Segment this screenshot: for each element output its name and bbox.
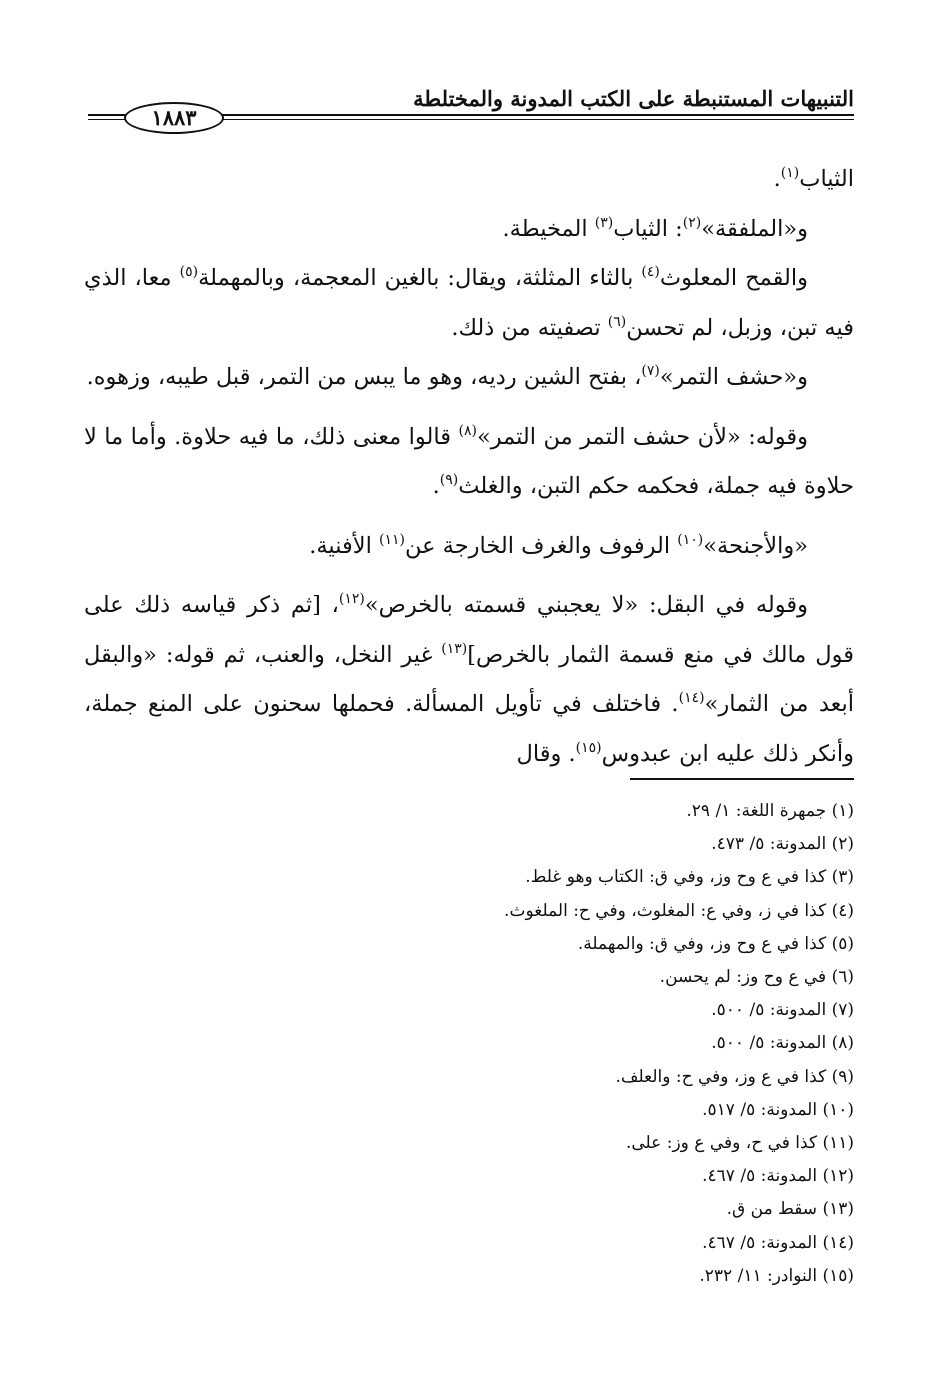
footnote-reference: (٢) [682, 214, 702, 231]
text-run: و«حشف التمر» [659, 364, 808, 390]
footnote-item: (١٠) المدونة: ٥/ ٥١٧. [702, 1099, 854, 1120]
footnote-reference: (١٣) [441, 640, 468, 657]
paragraph [84, 251, 854, 350]
footnote-item: (٦) في ع وح وز: لم يحسن. [659, 967, 854, 988]
footnote-item: (٧) المدونة: ٥/ ٥٠٠. [711, 1000, 854, 1021]
text-run: الرفوف والغرف الخارجة عن [404, 532, 678, 559]
text-run: «والأجنحة» [703, 532, 808, 559]
footnote-reference: (١) [780, 165, 800, 181]
page-number: ١٨٨٣ [124, 102, 224, 134]
paragraph [84, 578, 854, 776]
text-run: و«الملفقة» [701, 215, 808, 242]
paragraph [84, 410, 854, 509]
page-header [88, 84, 854, 130]
footnote-item: (٨) المدونة: ٥/ ٥٠٠. [711, 1033, 854, 1054]
main-text [84, 152, 854, 776]
footnote-reference: (١٥) [575, 739, 602, 756]
paragraph [84, 202, 854, 252]
text-run: بالثاء المثلثة، ويقال: بالغين المعجمة، وبالمهملة [198, 265, 642, 291]
footnote-item: (٥) كذا في ع وح وز، وفي ق: والمهملة. [577, 933, 854, 954]
footnote-reference: (٤) [641, 264, 660, 280]
footnote-reference: (١٤) [678, 690, 705, 706]
text-run: غير النخل، والعنب، ثم قوله: «والبقل أبعد من الثمار» [84, 641, 854, 717]
footnote-reference: (٨) [458, 422, 477, 439]
footnote-item: (١٢) المدونة: ٥/ ٤٦٧. [702, 1166, 854, 1187]
text-run: ، [ثم ذكر قياسه ذلك على قول مالك في منع قسمة الثمار بالخرص] [84, 592, 855, 668]
footnotes-list [134, 795, 854, 1293]
paragraph [84, 350, 854, 400]
footnote-item: (٩) كذا في ع وز، وفي ح: والعلف. [615, 1066, 854, 1087]
text-run: والقمح المعلوث [659, 265, 809, 291]
text-run: ، بفتح الشين رديه، وهو ما يبس من التمر، قبل طيبه، وزهوه. [86, 364, 642, 390]
text-run: تصفيته من ذلك. [451, 314, 608, 341]
footnote-reference: (١١) [378, 531, 405, 548]
footnote-reference: (٥) [179, 264, 199, 280]
footnote-item: (١١) كذا في ح، وفي ع وز: على. [625, 1133, 854, 1154]
text-run: . [773, 166, 781, 192]
running-title: التنبيهات المستنبطة على الكتب المدونة والمختلطة [413, 86, 854, 111]
text-run: الثياب [799, 166, 854, 192]
footnote-item: (١) جمهرة اللغة: ١/ ٢٩. [686, 801, 854, 821]
text-run: الأفنية. [309, 532, 379, 559]
footnote-item: (٣) كذا في ع وح وز، وفي ق: الكتاب وهو غلط. [525, 867, 854, 888]
footnote-item: (١٤) المدونة: ٥/ ٤٦٧. [702, 1232, 854, 1253]
text-run: وقوله: «لأن حشف التمر من التمر» [476, 423, 808, 450]
footnote-item: (١٥) النوادر: ١١/ ٢٣٢. [699, 1265, 854, 1286]
text-run: معا، الذي فيه تبن، وزبل، لم تحسن [84, 265, 854, 341]
text-run: . وقال [516, 740, 576, 767]
text-run: . [432, 473, 440, 499]
paragraph [84, 519, 854, 569]
text-run: : الثياب [613, 215, 683, 242]
footnote-item: (٤) كذا في ز، وفي ع: المغلوث، وفي ح: الملغوث. [504, 900, 854, 921]
text-run: قالوا معنى ذلك، ما فيه حلاوة. وأما ما لا حلاوة فيه جملة، فحكمه حكم التبن، والغلث [84, 423, 854, 499]
paragraph [84, 152, 854, 202]
text-run: . فاختلف في تأويل المسألة. فحملها سحنون على المنع جملة، وأنكر ذلك عليه ابن عبدوس [84, 691, 854, 767]
footnote-reference: (٣) [594, 214, 614, 231]
footnote-item: (٢) المدونة: ٥/ ٤٧٣. [711, 834, 854, 855]
footnote-reference: (٩) [439, 472, 459, 488]
footnote-separator [630, 778, 854, 780]
footnote-reference: (١٢) [338, 591, 365, 607]
footnote-reference: (٧) [641, 363, 660, 379]
text-run: المخيطة. [502, 215, 595, 242]
footnote-reference: (٦) [607, 313, 627, 330]
footnote-reference: (١٠) [677, 531, 704, 548]
text-run: وقوله في البقل: «لا يعجبني قسمته بالخرص» [364, 592, 809, 618]
footnote-item: (١٣) سقط من ق. [726, 1199, 854, 1220]
